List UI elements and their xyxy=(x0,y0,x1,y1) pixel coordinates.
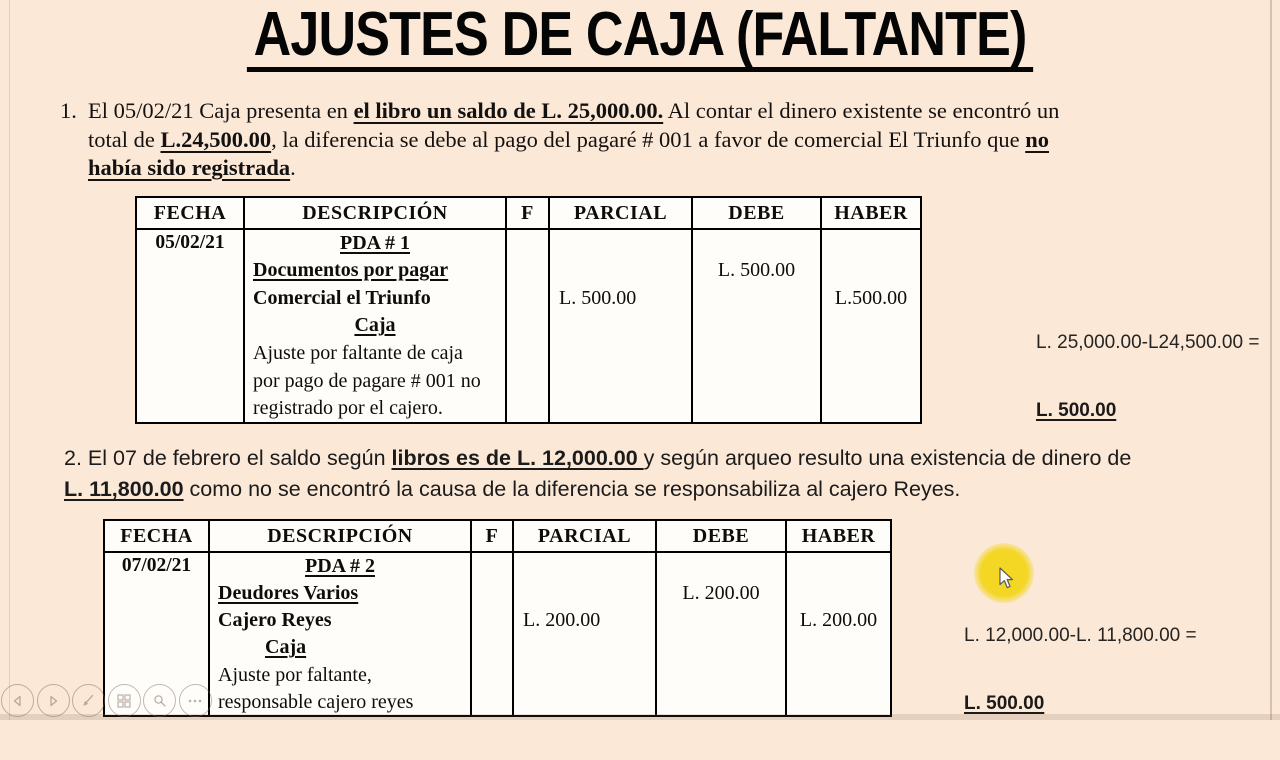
table-row xyxy=(136,395,921,423)
cell-fecha: 07/02/21 xyxy=(104,552,209,579)
text-line xyxy=(60,154,1170,183)
cell-debe xyxy=(656,662,786,689)
table-row xyxy=(136,367,921,395)
table-header-row xyxy=(136,197,921,229)
column-header-fecha: FECHA xyxy=(136,197,244,229)
cell-fecha xyxy=(136,312,244,340)
slide-right-edge xyxy=(1270,0,1272,720)
cell-debe xyxy=(692,312,821,340)
table-row xyxy=(104,689,891,716)
cell-fecha xyxy=(104,607,209,634)
cell-descripcion: PDA # 2 xyxy=(209,552,471,579)
cell-debe xyxy=(692,340,821,368)
magnifier-icon xyxy=(153,694,167,708)
cell-descripcion: Ajuste por faltante, xyxy=(209,662,471,689)
cell-parcial xyxy=(549,229,692,257)
table-row xyxy=(104,607,891,634)
cell-descripcion: Caja xyxy=(244,312,506,340)
text-line xyxy=(60,97,1170,126)
calculation-note-1 xyxy=(1036,287,1259,467)
column-header-parcial: PARCIAL xyxy=(513,520,656,552)
cell-f xyxy=(506,312,549,340)
cell-parcial xyxy=(513,552,656,579)
slides-grid-icon xyxy=(117,694,131,708)
text-segment: El 05/02/21 Caja presenta en xyxy=(88,98,354,123)
previous-slide-button[interactable] xyxy=(1,684,34,717)
cell-haber xyxy=(786,579,891,606)
cell-descripcion: Caja xyxy=(209,634,471,661)
cell-descripcion: PDA # 1 xyxy=(244,229,506,257)
cell-haber xyxy=(821,257,921,285)
cell-descripcion: responsable cajero reyes xyxy=(209,689,471,716)
ellipsis-icon xyxy=(188,699,202,703)
column-header-fecha: FECHA xyxy=(104,520,209,552)
column-header-haber: HABER xyxy=(786,520,891,552)
text-segment: como no se encontró la causa de la diferencia se responsabiliza al cajero Reyes. xyxy=(183,477,961,501)
paragraph-1 xyxy=(60,97,1170,183)
cell-haber xyxy=(786,689,891,716)
cell-debe xyxy=(656,607,786,634)
text-segment-emphasis: libros es de L. 12,000.00 xyxy=(391,446,644,470)
calc-expression: L. 25,000.00-L24,500.00 = xyxy=(1036,332,1260,353)
table-row xyxy=(104,662,891,689)
table-row xyxy=(104,634,891,661)
cell-haber xyxy=(821,367,921,395)
cell-fecha xyxy=(136,367,244,395)
text-segment-emphasis: no xyxy=(1025,126,1049,152)
table-row xyxy=(136,312,921,340)
cell-fecha xyxy=(104,579,209,606)
cell-descripcion: Deudores Varios xyxy=(209,579,471,606)
calc-expression: L. 12,000.00-L. 11,800.00 = xyxy=(964,625,1197,646)
cell-debe xyxy=(692,229,821,257)
text-segment-emphasis: L.24,500.00 xyxy=(160,126,272,152)
page-title: AJUSTES DE CAJA (FALTANTE) xyxy=(247,6,1033,72)
cell-debe xyxy=(692,395,821,423)
paragraph-2 xyxy=(64,443,1184,505)
text-segment: . xyxy=(290,155,296,180)
table-row xyxy=(136,284,921,312)
cell-f xyxy=(471,634,513,661)
column-header-descripcion: DESCRIPCIÓN xyxy=(209,520,471,552)
pen-icon xyxy=(81,693,96,708)
cell-parcial xyxy=(513,662,656,689)
table-header-row xyxy=(104,520,891,552)
cell-f xyxy=(506,257,549,285)
text-segment-emphasis: L. 11,800.00 xyxy=(64,477,184,501)
journal-table-2 xyxy=(103,519,892,717)
cell-parcial xyxy=(549,312,692,340)
text-segment: y según arqueo resulto una existencia de dinero de xyxy=(643,446,1132,470)
text-segment: Al contar el dinero existente se encontró un xyxy=(663,98,1060,123)
calc-total: L. 500.00 xyxy=(964,692,1045,714)
cell-parcial: L. 500.00 xyxy=(549,284,692,312)
calc-total: L. 500.00 xyxy=(1036,399,1117,421)
cell-f xyxy=(471,607,513,634)
cell-fecha xyxy=(136,284,244,312)
cell-debe xyxy=(656,552,786,579)
cell-f xyxy=(506,284,549,312)
text-segment: total de xyxy=(88,126,161,152)
cell-descripcion: Ajuste por faltante de caja xyxy=(244,340,506,368)
cell-descripcion: por pago de pagare # 001 no xyxy=(244,367,506,395)
text-segment: , la diferencia se debe al pago del pagaré # 001 a favor de comercial El Triunfo que xyxy=(271,126,1026,152)
cell-fecha xyxy=(136,257,244,285)
cell-haber xyxy=(821,229,921,257)
column-header-f: F xyxy=(471,520,513,552)
cell-fecha xyxy=(136,395,244,423)
list-marker: 1. xyxy=(60,98,77,123)
cell-haber xyxy=(786,634,891,661)
cell-parcial xyxy=(513,689,656,716)
cell-f xyxy=(471,662,513,689)
cell-fecha xyxy=(104,634,209,661)
cell-f xyxy=(471,579,513,606)
cell-parcial xyxy=(549,257,692,285)
calculation-note-2 xyxy=(964,580,1197,760)
cell-haber xyxy=(821,312,921,340)
more-options-button[interactable] xyxy=(179,684,212,717)
cell-haber xyxy=(821,340,921,368)
cell-haber: L.500.00 xyxy=(821,284,921,312)
title-area xyxy=(0,0,1280,72)
cell-f xyxy=(471,552,513,579)
column-header-haber: HABER xyxy=(821,197,921,229)
cell-debe xyxy=(692,284,821,312)
cell-haber: L. 200.00 xyxy=(786,607,891,634)
cell-descripcion: Documentos por pagar xyxy=(244,257,506,285)
table-row xyxy=(104,552,891,579)
cell-parcial: L. 200.00 xyxy=(513,607,656,634)
text-segment-emphasis: el libro un saldo de L. 25,000.00. xyxy=(353,98,664,123)
column-header-debe: DEBE xyxy=(692,197,821,229)
cell-haber xyxy=(821,395,921,423)
slide-left-edge xyxy=(9,0,10,720)
table-row xyxy=(104,579,891,606)
previous-arrow-icon xyxy=(12,695,24,707)
cell-f xyxy=(506,340,549,368)
cell-fecha: 05/02/21 xyxy=(136,229,244,257)
journal-table-1 xyxy=(135,196,922,424)
cell-debe xyxy=(656,689,786,716)
cell-fecha xyxy=(136,340,244,368)
cell-f xyxy=(506,395,549,423)
cell-parcial xyxy=(513,634,656,661)
text-line xyxy=(60,126,1170,155)
next-slide-button[interactable] xyxy=(37,684,70,717)
text-line xyxy=(64,474,1184,505)
cell-haber xyxy=(786,662,891,689)
pen-annotate-button[interactable] xyxy=(72,684,105,717)
see-all-slides-button[interactable] xyxy=(108,684,141,717)
next-arrow-icon xyxy=(47,695,59,707)
table-row xyxy=(136,229,921,257)
column-header-parcial: PARCIAL xyxy=(549,197,692,229)
cell-descripcion: Cajero Reyes xyxy=(209,607,471,634)
table-row xyxy=(136,340,921,368)
column-header-descripcion: DESCRIPCIÓN xyxy=(244,197,506,229)
text-segment-emphasis: había sido registrada xyxy=(88,155,291,180)
cell-debe xyxy=(656,634,786,661)
cell-parcial xyxy=(513,579,656,606)
cell-debe xyxy=(692,367,821,395)
cell-haber xyxy=(786,552,891,579)
cell-parcial xyxy=(549,340,692,368)
cell-descripcion: Comercial el Triunfo xyxy=(244,284,506,312)
cell-f xyxy=(506,229,549,257)
cell-f xyxy=(506,367,549,395)
zoom-button[interactable] xyxy=(143,684,176,717)
table-row xyxy=(136,257,921,285)
column-header-f: F xyxy=(506,197,549,229)
presenter-toolbar xyxy=(1,684,212,717)
cell-debe: L. 500.00 xyxy=(692,257,821,285)
cell-f xyxy=(471,689,513,716)
cell-parcial xyxy=(549,395,692,423)
cell-descripcion: registrado por el cajero. xyxy=(244,395,506,423)
text-segment: 2. El 07 de febrero el saldo según xyxy=(64,446,392,470)
text-line xyxy=(64,443,1184,474)
cell-debe: L. 200.00 xyxy=(656,579,786,606)
cell-parcial xyxy=(549,367,692,395)
column-header-debe: DEBE xyxy=(656,520,786,552)
